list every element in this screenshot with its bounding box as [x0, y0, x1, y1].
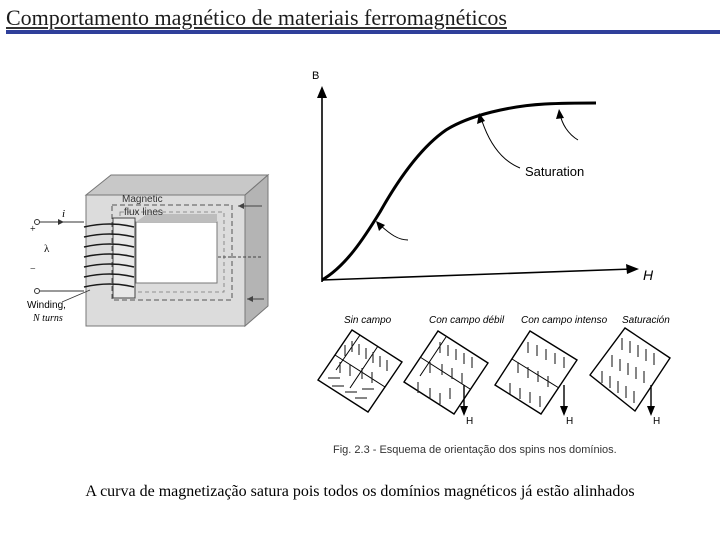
- saturation-arrow-1: [481, 118, 520, 168]
- domain-panel-weak-field: [404, 331, 488, 427]
- domains-figure: [318, 315, 670, 456]
- field-label-saturation: H: [653, 416, 661, 427]
- field-label-strong: H: [566, 416, 574, 427]
- label-winding-line1: Winding,: [27, 300, 66, 311]
- label-minus: −: [30, 264, 36, 275]
- magnetic-core-diagram: [27, 175, 268, 326]
- bh-curve-chart: [312, 70, 654, 283]
- b-axis-arrowhead: [317, 86, 327, 98]
- label-plus: +: [30, 224, 36, 235]
- domain-panel-strong-field: [495, 331, 577, 427]
- core-top-face: [86, 175, 268, 195]
- b-axis-label: B: [312, 70, 320, 82]
- core-right-face: [245, 175, 268, 326]
- label-lambda: λ: [44, 243, 50, 255]
- domain-panel-saturation: [590, 328, 670, 427]
- label-current: i: [62, 208, 66, 220]
- terminal-bottom: [35, 289, 40, 294]
- panel-label-no-field: Sin campo: [344, 315, 392, 326]
- panel-label-saturation: Saturación: [622, 315, 670, 326]
- h-axis: [322, 269, 632, 280]
- h-axis-label: H: [643, 267, 654, 283]
- knee-arrow: [380, 225, 408, 240]
- domains-figure-caption: Fig. 2.3 - Esquema de orientação dos spins nos domínios.: [333, 444, 617, 456]
- panel-label-strong-field: Con campo intenso: [521, 315, 608, 326]
- label-flux-line2: flux lines: [124, 207, 163, 218]
- h-axis-arrowhead: [626, 264, 639, 274]
- knee-arrowhead: [376, 221, 385, 231]
- panel-label-weak-field: Con campo débil: [429, 315, 505, 326]
- slide-title-text: Comportamento magnético de materiais ferromagnéticos: [6, 6, 507, 30]
- label-winding-line2: N turns: [33, 313, 63, 324]
- saturation-arrowhead-2: [556, 109, 564, 119]
- magnetization-curve: [322, 103, 596, 280]
- label-flux-line1: Magnetic: [122, 194, 163, 205]
- domain-panel-no-field: [318, 330, 402, 412]
- field-label-weak: H: [466, 416, 474, 427]
- slide-caption: A curva de magnetização satura pois todos os domínios magnéticos já estão alinhados: [85, 483, 635, 500]
- saturation-annotation: Saturation: [525, 164, 585, 179]
